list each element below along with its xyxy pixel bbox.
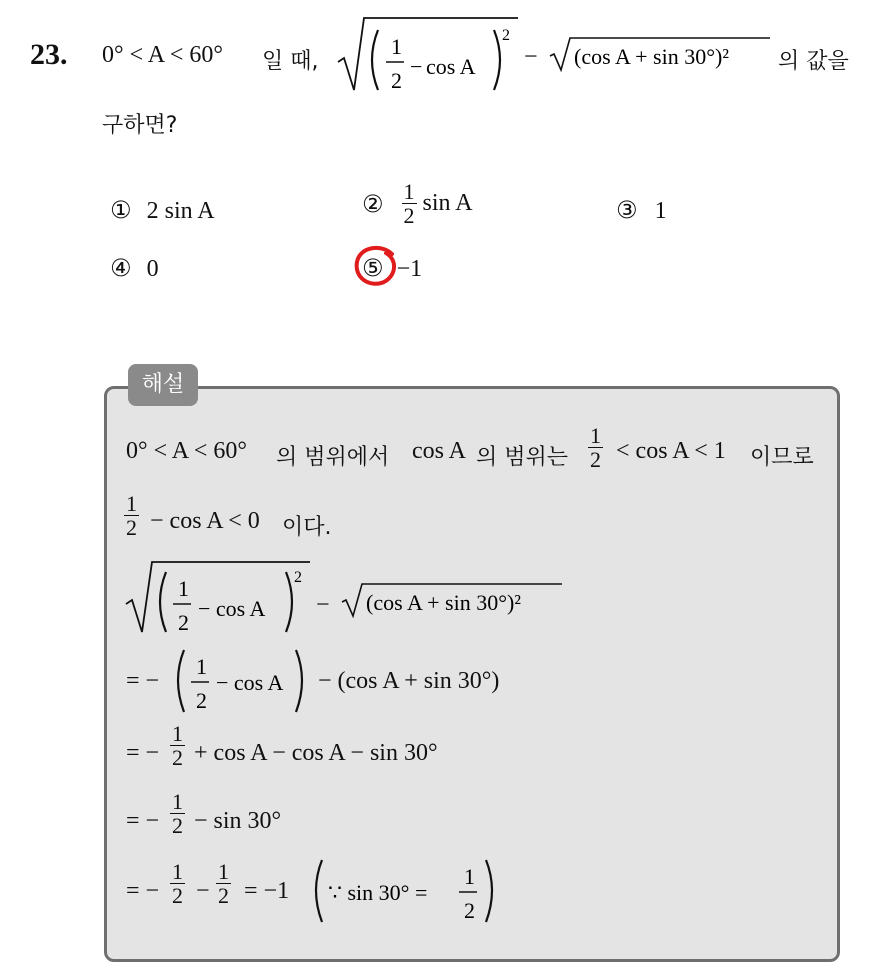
option-value: 2 sin A <box>146 198 215 224</box>
condition-text: 0° < A < 60° <box>102 42 223 68</box>
fraction-numerator: 1 <box>403 179 415 204</box>
l7-frac-n: 1 <box>464 864 475 889</box>
question-line-2: 구하면? <box>102 113 178 138</box>
solution-line-7-fraction-2 <box>216 860 231 907</box>
fraction-numerator: 1 <box>590 423 601 448</box>
solution-line-7-fraction-1 <box>170 860 185 907</box>
solution-line-6-fraction <box>170 790 185 837</box>
option-marker: ③ <box>616 196 638 224</box>
q-second-inner: (cos A + sin 30°)² <box>574 44 729 69</box>
q-minus-cos: − <box>410 54 423 79</box>
solution-line-7-result: = −1 <box>244 878 290 904</box>
solution-tab: 해설 <box>128 364 198 406</box>
range-a: 0° < A < 60° <box>126 438 247 464</box>
question-number: 23. <box>30 38 68 71</box>
solution-line-1-text-3: 이므로 <box>750 445 814 470</box>
l4-minus-cos: − cos A <box>216 670 284 695</box>
question-connector: − <box>524 44 538 70</box>
question-radical-1 <box>336 12 520 94</box>
option-4[interactable] <box>110 254 159 283</box>
solution-line-1-range: < cos A < 1 <box>616 438 726 464</box>
fraction-numerator: 1 <box>172 859 183 884</box>
option-2[interactable] <box>362 180 473 227</box>
fraction-denominator: 2 <box>172 883 183 909</box>
solution-line-5-eq: = − <box>126 740 160 766</box>
solution-line-7-because <box>308 856 502 926</box>
q-sup-2: 2 <box>502 27 510 44</box>
fraction-numerator: 1 <box>172 789 183 814</box>
solution-line-2-fraction <box>124 492 139 539</box>
option-marker: ④ <box>110 254 132 282</box>
option-value: −1 <box>396 256 423 282</box>
option-value: sin A <box>422 190 473 217</box>
solution-line-5-fraction <box>170 722 185 769</box>
option-fraction <box>402 180 417 227</box>
question-tail: 의 값을 <box>778 49 849 74</box>
fraction-denominator: 2 <box>218 883 229 909</box>
s-frac-denominator: 2 <box>178 610 189 635</box>
l7-frac-d: 2 <box>464 898 475 923</box>
q-frac-denominator: 2 <box>391 68 402 93</box>
solution-line-4-eq: = − <box>126 668 160 694</box>
fraction-denominator: 2 <box>126 515 137 541</box>
l4-frac-d: 2 <box>196 688 207 713</box>
solution-line-1-text-1: 의 범위에서 <box>276 445 390 470</box>
question-condition-suffix: 일 때, <box>262 49 319 74</box>
option-1[interactable] <box>110 196 215 225</box>
solution-line-1-fraction <box>588 424 603 471</box>
solution-line-5-rest: + cos A − cos A − sin 30° <box>194 740 438 766</box>
fraction-numerator: 1 <box>172 721 183 746</box>
s-minus-cos: − cos A <box>198 596 266 621</box>
because-text: ∵ sin 30° = <box>328 880 428 905</box>
solution-radical-1 <box>124 556 314 636</box>
solution-line-7-minus: − <box>196 878 210 904</box>
fraction-numerator: 1 <box>126 491 137 516</box>
fraction-numerator: 1 <box>218 859 229 884</box>
option-value: 1 <box>654 198 667 224</box>
q-frac-numerator: 1 <box>391 34 402 59</box>
option-marker: ② <box>362 189 384 218</box>
question-radical-2 <box>548 34 772 74</box>
solution-line-2-text: 이다. <box>282 515 332 540</box>
solution-line-1-cos: cos A <box>412 438 466 464</box>
option-marker: ① <box>110 196 132 224</box>
question-condition <box>102 42 223 69</box>
solution-line-1 <box>126 438 247 465</box>
solution-line-6-rest: − sin 30° <box>194 808 282 834</box>
s-sup-2: 2 <box>294 569 302 586</box>
fraction-denominator: 2 <box>590 447 601 473</box>
s-second-inner: (cos A + sin 30°)² <box>366 590 521 615</box>
answer-circle-icon <box>352 244 402 290</box>
solution-line-3-connector: − <box>316 592 330 618</box>
solution-line-4-paren <box>170 646 310 716</box>
q-cos-a: cos A <box>426 54 476 79</box>
solution-line-6-eq: = − <box>126 808 160 834</box>
solution-line-7-eq: = − <box>126 878 160 904</box>
solution-line-1-text-2: 의 범위는 <box>476 445 569 470</box>
solution-radical-2 <box>340 580 566 620</box>
s-frac-numerator: 1 <box>178 576 189 601</box>
fraction-denominator: 2 <box>172 745 183 771</box>
l4-frac-n: 1 <box>196 654 207 679</box>
fraction-denominator: 2 <box>403 203 415 229</box>
option-3[interactable] <box>616 196 667 225</box>
solution-line-4-rest: − (cos A + sin 30°) <box>318 668 500 694</box>
option-value: 0 <box>146 256 159 282</box>
solution-line-2-expr: − cos A < 0 <box>150 508 260 534</box>
option-marker: ⑤ <box>362 254 384 282</box>
fraction-denominator: 2 <box>172 813 183 839</box>
